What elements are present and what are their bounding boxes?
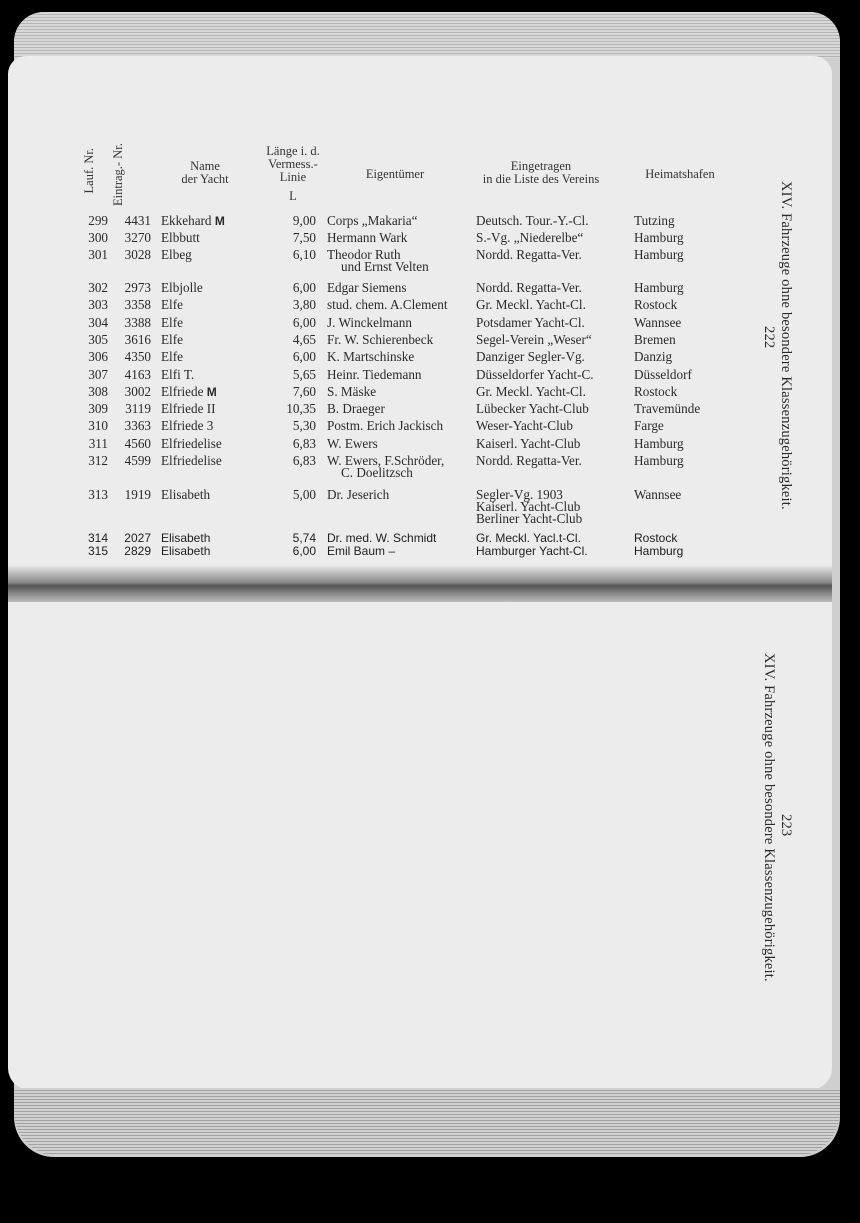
heimatshafen: Hamburg: [634, 280, 684, 295]
heimatshafen: Wannsee: [634, 487, 682, 502]
yacht-name: Elfriedelise: [161, 436, 222, 451]
verein: Berliner Yacht-Club: [476, 511, 583, 526]
yacht-name: Elfriede II: [161, 401, 216, 416]
owner: Dr. med. W. Schmidt: [327, 531, 437, 545]
owner: C. Doelitzsch: [341, 465, 413, 480]
eintrag-nr: 3358: [124, 297, 151, 312]
owner: Theodor Ruth: [327, 247, 401, 262]
heimatshafen: Hamburg: [634, 544, 684, 558]
header-laenge: [248, 145, 338, 203]
page-number-222: 222: [761, 325, 777, 349]
verein: Düsseldorfer Yacht-C.: [476, 367, 594, 382]
lauf-nr: 302: [88, 280, 108, 295]
running-head-222: [760, 145, 794, 545]
lauf-nr: 312: [88, 453, 108, 468]
owner: Edgar Siemens: [327, 280, 407, 295]
header-eingetragen-line1: Eingetragen: [510, 159, 572, 173]
owner: stud. chem. A.Clement: [327, 297, 448, 312]
eintrag-nr: 4163: [124, 367, 151, 382]
heimatshafen: Wannsee: [634, 315, 682, 330]
lauf-nr: 301: [88, 247, 108, 262]
yacht-name: Elisabeth: [161, 487, 211, 502]
header-laenge-line2: Vermess.-: [268, 157, 318, 171]
eintrag-nr: 4560: [124, 436, 151, 451]
verein: Lübecker Yacht-Club: [476, 401, 589, 416]
lauf-nr: 306: [88, 349, 108, 364]
owner: Dr. Jeserich: [327, 487, 390, 502]
heimatshafen: Düsseldorf: [634, 367, 692, 382]
page-223: [8, 590, 832, 1090]
header-heimatshafen: Heimatshafen: [645, 167, 715, 181]
owner: Postm. Erich Jackisch: [327, 418, 444, 433]
owner: W. Ewers: [327, 436, 378, 451]
laenge: 4,65: [292, 332, 316, 347]
header-eingetragen: [455, 160, 627, 186]
lauf-nr: 307: [88, 367, 108, 382]
owner: S. Mäske: [327, 384, 377, 399]
owner: Emil Baum –: [327, 544, 396, 558]
page-edges-bottom: [14, 1088, 840, 1156]
owner: Corps „Makaria“: [327, 213, 418, 228]
owner: Hermann Wark: [327, 230, 408, 245]
verein: Gr. Meckl. Yacht-Cl.: [476, 297, 586, 312]
lauf-nr: 303: [88, 297, 108, 312]
laenge: 5,65: [292, 367, 316, 382]
owner: J. Winckelmann: [327, 315, 412, 330]
header-name-line1: Name: [190, 159, 220, 173]
lauf-nr: 315: [87, 544, 108, 558]
motor-mark: M: [203, 385, 217, 399]
header-eintragnr: Eintrag.- Nr.: [111, 143, 125, 206]
running-title-222: XIV. Fahrzeuge ohne besondere Klassenzugehörigkeit.: [778, 180, 794, 510]
owner: und Ernst Velten: [341, 259, 429, 274]
laenge: 6,10: [292, 247, 316, 262]
heimatshafen: Bremen: [634, 332, 676, 347]
heimatshafen: Hamburg: [634, 230, 684, 245]
verein: Potsdamer Yacht-Cl.: [476, 315, 585, 330]
eintrag-nr: 2973: [124, 280, 151, 295]
verein: Kaiserl. Yacht-Club: [476, 436, 581, 451]
yacht-name: Elbbutt: [161, 230, 200, 245]
laenge: 5,00: [292, 487, 316, 502]
verein: Weser-Yacht-Club: [476, 418, 573, 433]
yacht-name: Elfe: [161, 297, 183, 312]
laenge: 9,00: [292, 213, 316, 228]
laenge: 5,30: [292, 418, 316, 433]
laenge: 6,83: [292, 436, 316, 451]
lauf-nr: 314: [87, 531, 108, 545]
eintrag-nr: 3028: [124, 247, 151, 262]
lauf-nr: 311: [88, 436, 108, 451]
owner: B. Draeger: [327, 401, 385, 416]
lauf-nr: 304: [88, 315, 108, 330]
verein: Nordd. Regatta-Ver.: [476, 453, 582, 468]
laenge: 6,00: [292, 349, 316, 364]
running-head-223: [760, 612, 794, 1022]
eintrag-nr: 3388: [124, 315, 151, 330]
lauf-nr: 305: [88, 332, 108, 347]
lauf-nr: 310: [88, 418, 108, 433]
header-name: [150, 160, 260, 186]
yacht-name: Elbeg: [161, 247, 192, 262]
laenge: 10,35: [286, 401, 316, 416]
owner: W. Ewers, F.Schröder,: [327, 453, 445, 468]
eintrag-nr: 1919: [124, 487, 151, 502]
verein: Kaiserl. Yacht-Club: [476, 499, 581, 514]
eintrag-nr: 4599: [124, 453, 151, 468]
eintrag-nr: 3270: [124, 230, 151, 245]
eintrag-nr: 2829: [124, 544, 151, 558]
verein: Hamburger Yacht-Cl.: [476, 544, 588, 558]
eintrag-nr: 3119: [125, 401, 151, 416]
lauf-nr: 300: [88, 230, 108, 245]
yacht-name: Elfriede M: [161, 384, 217, 399]
heimatshafen: Rostock: [634, 297, 678, 312]
lauf-nr: 299: [88, 213, 108, 228]
yacht-name: Elisabeth: [161, 531, 211, 545]
verein: Nordd. Regatta-Ver.: [476, 247, 582, 262]
yacht-name: Elbjolle: [161, 280, 203, 295]
page-fold: [8, 566, 832, 602]
owner: Heinr. Tiedemann: [327, 367, 422, 382]
heimatshafen: Farge: [634, 418, 664, 433]
verein: Danziger Segler-Vg.: [476, 349, 585, 364]
header-laenge-line3: Linie: [279, 170, 307, 184]
page-number-223: 223: [778, 813, 794, 837]
heimatshafen: Hamburg: [634, 453, 684, 468]
eintrag-nr: 4350: [124, 349, 151, 364]
laenge: 6,00: [292, 544, 316, 558]
laenge: 7,60: [292, 384, 316, 399]
yacht-name: Elfe: [161, 332, 183, 347]
yacht-name: Elfe: [161, 315, 183, 330]
motor-mark: M: [211, 214, 225, 228]
heimatshafen: Rostock: [634, 531, 678, 545]
header-laufnr: Lauf. Nr.: [82, 148, 96, 194]
eintrag-nr: 3002: [124, 384, 151, 399]
yacht-name: Elisabeth: [161, 544, 211, 558]
verein: Segel-Verein „Weser“: [476, 332, 592, 347]
laenge: 6,00: [292, 280, 316, 295]
yacht-name: Elfriedelise: [161, 453, 222, 468]
heimatshafen: Travemünde: [634, 401, 701, 416]
header-name-line2: der Yacht: [181, 172, 229, 186]
verein: Gr. Meckl. Yacht-Cl.: [476, 384, 586, 399]
heimatshafen: Rostock: [634, 384, 678, 399]
laenge: 6,00: [292, 315, 316, 330]
laenge: 5,74: [292, 531, 316, 545]
owner: Fr. W. Schierenbeck: [327, 332, 434, 347]
header-laenge-line4: L: [289, 189, 297, 203]
verein: S.-Vg. „Niederelbe“: [476, 230, 584, 245]
eintrag-nr: 4431: [124, 213, 151, 228]
eintrag-nr: 2027: [124, 531, 151, 545]
page-edges-top: [14, 12, 840, 58]
laenge: 6,83: [292, 453, 316, 468]
verein: Deutsch. Tour.-Y.-Cl.: [476, 213, 589, 228]
eintrag-nr: 3363: [124, 418, 151, 433]
verein: Segler-Vg. 1903: [476, 487, 563, 502]
verein: Nordd. Regatta-Ver.: [476, 280, 582, 295]
eintrag-nr: 3616: [124, 332, 151, 347]
lauf-nr: 308: [88, 384, 108, 399]
lauf-nr: 313: [88, 487, 108, 502]
yacht-name: Ekkehard M: [161, 213, 225, 228]
yacht-name: Elfriede 3: [161, 418, 214, 433]
yacht-name: Elfi T.: [161, 367, 195, 382]
yacht-name: Elfe: [161, 349, 183, 364]
heimatshafen: Hamburg: [634, 436, 684, 451]
header-eingetragen-line2: in die Liste des Vereins: [482, 172, 600, 186]
header-laenge-line1: Länge i. d.: [266, 144, 320, 158]
header-eigentuemer: Eigentümer: [365, 167, 425, 181]
verein: Gr. Meckl. Yacl.t-Cl.: [476, 531, 581, 545]
heimatshafen: Hamburg: [634, 247, 684, 262]
running-title-223: XIV. Fahrzeuge ohne besondere Klassenzugehörigkeit.: [761, 652, 777, 982]
heimatshafen: Danzig: [634, 349, 673, 364]
lauf-nr: 309: [88, 401, 108, 416]
owner: K. Martschinske: [327, 349, 415, 364]
laenge: 3,80: [292, 297, 316, 312]
laenge: 7,50: [292, 230, 316, 245]
heimatshafen: Tutzing: [634, 213, 675, 228]
